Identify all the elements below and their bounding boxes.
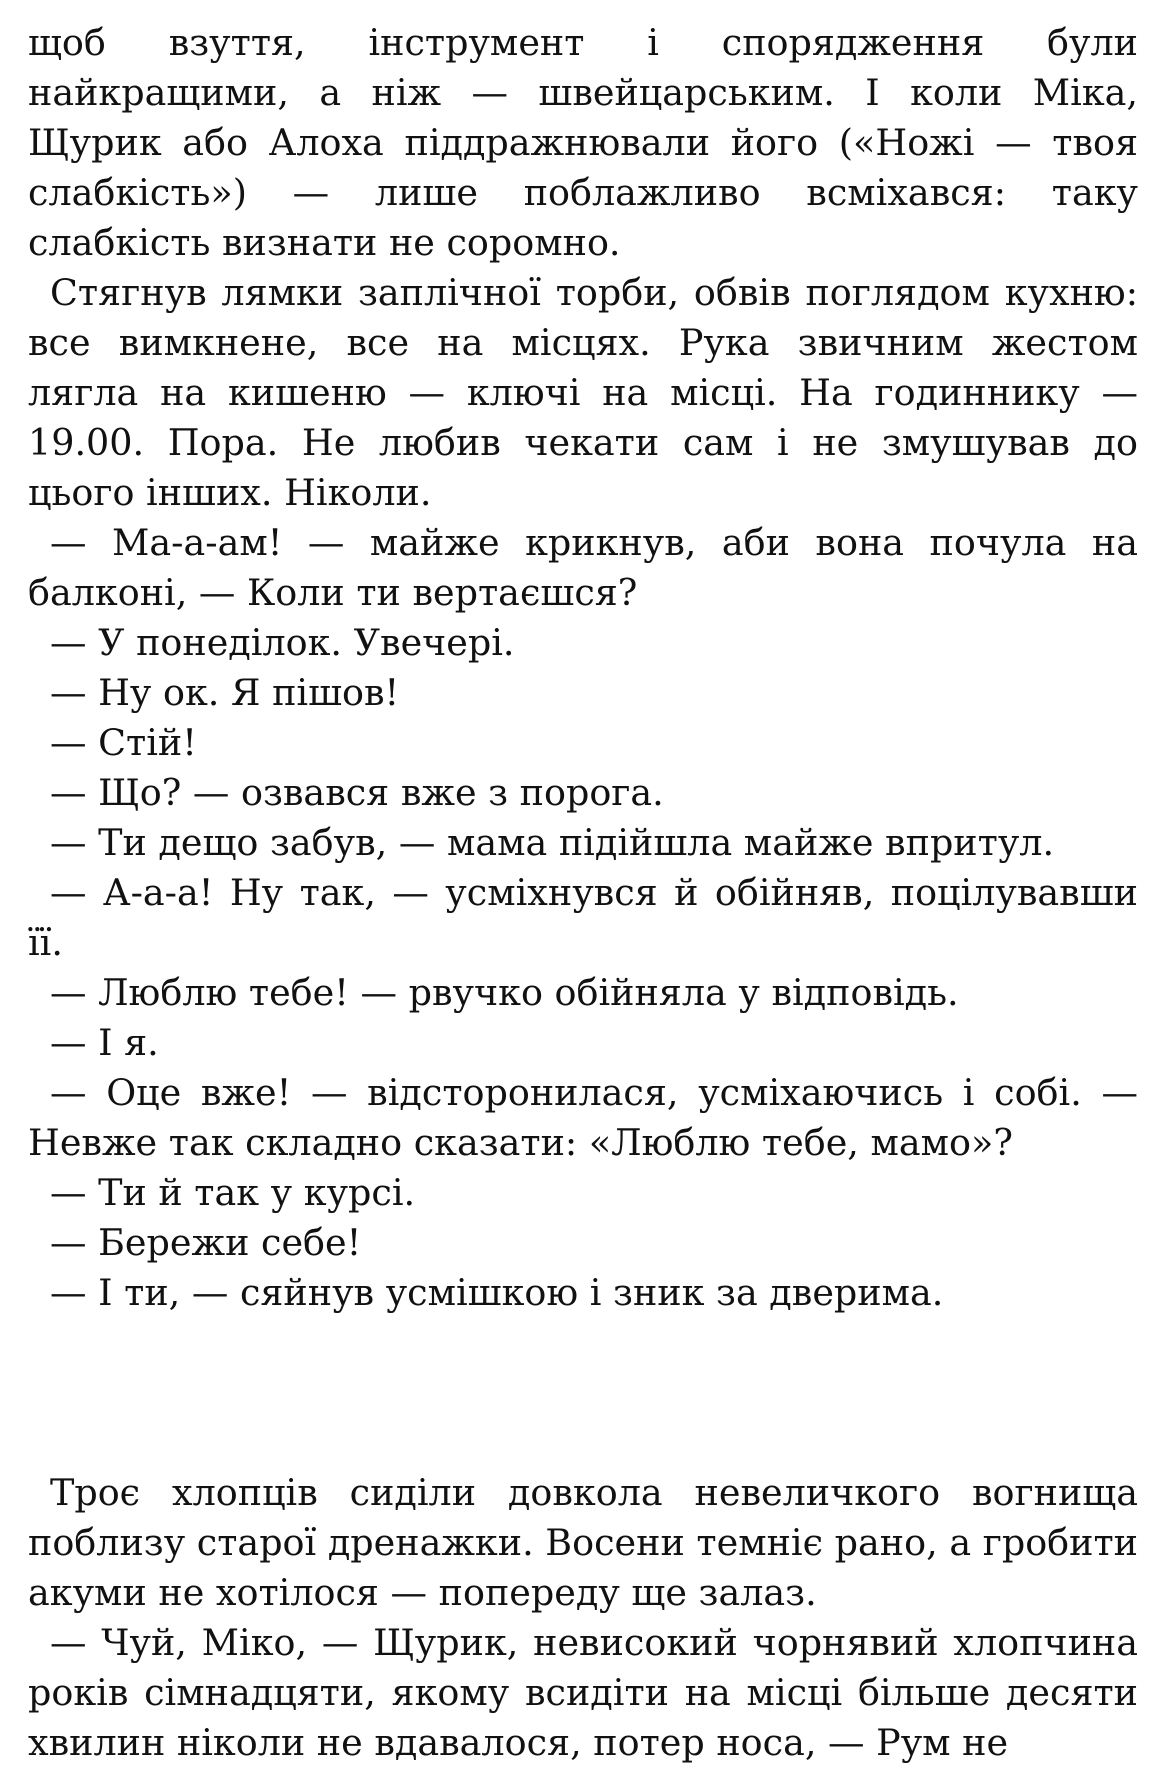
- section-break: [28, 1318, 1138, 1468]
- dialogue-line: — Ти дещо забув, — мама підійшла майже впритул.: [50, 821, 1055, 864]
- text-section-1: [28, 18, 1138, 1318]
- paragraph: Стягнув лямки заплічної торби, обвів поглядом кухню: все вимкнене, все на місцях. Рука звичним жестом лягла на кишеню — ключі на місці. На годиннику — 19.00. Пора. Не любив чекати сам і не змушував до цього інших. Ніколи.: [28, 271, 1138, 514]
- dialogue-line: — І ти, — сяйнув усмішкою і зник за дверима.: [50, 1271, 944, 1314]
- paragraph: Троє хлопців сиділи довкола невеличкого вогнища поблизу старої дренажки. Восени темніє рано, а гробити акуми не хотілося — попереду ще залаз.: [28, 1471, 1138, 1614]
- paragraph-continuation: щоб взуття, інструмент і спорядження були найкращими, а ніж — швейцарським. І коли Міка, Щурик або Алоха піддражнювали його («Ножі — твоя слабкість») — лише поблажливо всміхався: таку слабкість визнати не соромно.: [28, 21, 1138, 264]
- dialogue-line: — І я.: [50, 1021, 159, 1064]
- dialogue-line: — Ну ок. Я пішов!: [50, 671, 400, 714]
- dialogue-line: — У понеділок. Увечері.: [50, 621, 515, 664]
- dialogue-line: — Стій!: [50, 721, 197, 764]
- dialogue-line: — Бережи себе!: [50, 1221, 362, 1264]
- dialogue-line: — А-а-а! Ну так, — усміхнувся й обійняв, поцілувавши її.: [28, 871, 1138, 964]
- book-page: [28, 18, 1138, 1768]
- dialogue-line: — Оце вже! — відсторонилася, усміхаючись і собі. — Невже так складно сказати: «Люблю тебе, мамо»?: [28, 1071, 1138, 1164]
- dialogue-line: — Ма-а-ам! — майже крикнув, аби вона почула на балконі, — Коли ти вертаєшся?: [28, 521, 1138, 614]
- dialogue-line: — Люблю тебе! — рвучко обійняла у відповідь.: [50, 971, 959, 1014]
- dialogue-line: — Що? — озвався вже з порога.: [50, 771, 664, 814]
- dialogue-line: — Чуй, Міко, — Щурик, невисокий чорнявий хлопчина років сімнадцяти, якому всидіти на місці більше десяти хвилин ніколи не вдавалося, потер носа, — Рум не: [28, 1621, 1138, 1764]
- dialogue-line: — Ти й так у курсі.: [50, 1171, 416, 1214]
- text-section-2: [28, 1468, 1138, 1768]
